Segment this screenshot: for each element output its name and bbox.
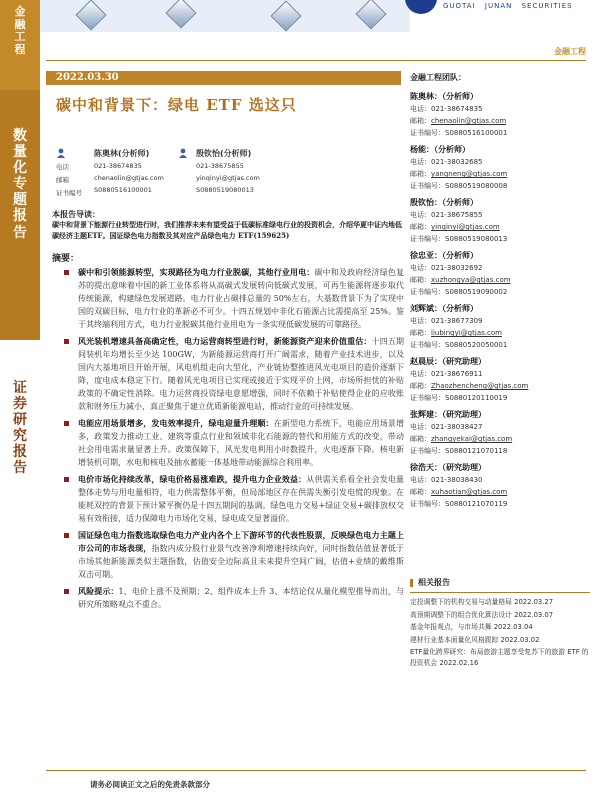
member-cert: 证书编号：S0880519080008 xyxy=(410,182,508,190)
decorative-diamond-icon xyxy=(165,0,196,29)
member-email-row xyxy=(410,168,590,180)
sidebar-char: 报 xyxy=(13,208,27,225)
member-email[interactable]: yangneng@gtjas.com xyxy=(431,170,508,178)
member-phone: 电话：021-38032685 xyxy=(410,158,483,166)
risk-warning xyxy=(52,585,404,611)
member-name: 徐忠亚：（分析师） xyxy=(410,251,478,260)
analyst-cert: S0880519080013 xyxy=(196,186,254,194)
member-email-row xyxy=(410,115,590,127)
sidebar-char: 券 xyxy=(13,396,27,413)
sidebar-char: 量 xyxy=(13,144,27,161)
footer-disclaimer: 请务必阅读正文之后的免责条款部分 xyxy=(90,780,210,789)
summary-bullets xyxy=(52,266,404,615)
team-panel xyxy=(410,72,590,515)
member-email-row xyxy=(410,274,590,286)
sidebar-char: 融 xyxy=(14,17,26,31)
team-member xyxy=(410,250,590,298)
summary-bullet xyxy=(52,529,404,581)
team-member xyxy=(410,91,590,139)
sidebar-char: 程 xyxy=(14,42,26,56)
related-report-link[interactable]: 建材行业基本面量化风格跟踪 2022.03.02 xyxy=(410,635,540,644)
analyst-email[interactable]: yinqinyi@gtjas.com xyxy=(196,174,260,182)
email-label: 邮箱： xyxy=(410,276,431,284)
sidebar-char: 研 xyxy=(13,412,27,429)
report-guide xyxy=(52,208,404,241)
sidebar-char: 报 xyxy=(13,444,27,461)
sidebar-char: 告 xyxy=(13,224,27,241)
member-name: 赵晨辰：（研究助理） xyxy=(410,357,486,366)
member-email[interactable]: zhangyekai@gtjas.com xyxy=(431,435,513,443)
member-email-row xyxy=(410,433,590,445)
analyst-block xyxy=(56,148,401,210)
sidebar-report-type-label xyxy=(0,128,40,241)
related-report-link[interactable]: 定投调整下的机构交易与动量格局 2022.03.27 xyxy=(410,598,554,606)
member-email-row xyxy=(410,327,590,339)
member-name: 徐浩天：（研究助理） xyxy=(410,463,486,472)
logo-wordmark xyxy=(443,2,579,10)
bullet-lead: 碳中和引领能源转型，实现路径为电力行业脱碳，其他行业用电： xyxy=(78,267,315,277)
summary-bullet xyxy=(52,335,404,413)
member-phone: 电话：021-38674835 xyxy=(410,105,483,113)
sidebar-char: 工 xyxy=(14,30,26,44)
member-name: 殷钦怡：（分析师） xyxy=(410,198,478,207)
related-reports xyxy=(410,577,590,670)
corner-category-label: 金融工程 xyxy=(554,46,586,56)
member-email-row xyxy=(410,221,590,233)
bullet-text: 从供需关系看全社会发电量整体走势与用电量相符，电力供需整体平衡，但局部地区存在供需失衡引发电慌的现象。在能耗双控的背景下预计紧平衡仍是十四五期间的基调。绿色电力交易+绿证交易+碳排放权交易有效衔接，适力保障电力市场化交易，绿电成交显著溢价。 xyxy=(78,475,405,523)
team-member xyxy=(410,197,590,245)
member-name: 陈奥林：（分析师） xyxy=(410,92,478,101)
sidebar-char: 数 xyxy=(13,128,27,144)
related-report-link[interactable]: 基金年报观点，与市场共舞 2022.03.04 xyxy=(410,623,533,631)
member-email[interactable]: Zhaozhencheng@gtjas.com xyxy=(431,382,529,390)
member-cert: 证书编号：S0880120110019 xyxy=(410,394,508,402)
member-email[interactable]: chenaolin@gtjas.com xyxy=(431,117,507,125)
related-list xyxy=(410,597,590,668)
report-date: 2022.03.30 xyxy=(46,71,401,85)
team-members xyxy=(410,91,590,510)
analyst-card xyxy=(94,148,164,198)
bullet-lead: 国证绿色电力指数选取绿色电力产业内各个上下游环节的代表性股票，反映绿色电力主题上市公司的市场表现， xyxy=(78,530,404,553)
bullet-text: 1、电价上涨不及预期；2、组件成本上升 3、本结论仅从量化模型推导而出，与研究所策略观点不重合。 xyxy=(78,587,405,609)
sidebar-char: 证 xyxy=(13,380,27,396)
company-logo xyxy=(405,0,600,16)
related-heading: 相关报告 xyxy=(410,577,590,588)
member-phone: 电话：021-38032692 xyxy=(410,264,483,272)
logo-word: GUOTAI xyxy=(443,2,476,10)
team-member xyxy=(410,303,590,351)
sidebar-category-label xyxy=(0,6,40,57)
member-name: 刘辉斌：（分析师） xyxy=(410,304,478,313)
member-cert: 证书编号：S0880516100001 xyxy=(410,129,508,137)
member-cert: 证书编号：S0880519080013 xyxy=(410,235,508,243)
analyst-name: 陈奥林(分析师) xyxy=(94,149,150,158)
footer-rule xyxy=(46,770,586,771)
sidebar-char: 告 xyxy=(13,460,27,477)
bullet-lead: 电价市场化持续改革，绿电价格易涨难跌，提升电力企业效益： xyxy=(78,474,307,484)
email-label: 邮箱 xyxy=(56,176,69,185)
email-label: 邮箱： xyxy=(410,488,431,496)
bullet-text: 十四五期间装机年均增长至少达 100GW，为新能源运营商打开广阔需求，随着产业技术进步，以及国内大基地项目开始开展，风电机组走向大型化，产业链协整推进风光电项目的造价逐渐下降，度电成本稳定下行。随着风光电项目已实现或接近于实现平价上网，市场所担忧的补贴政策的不确定性消除。电力运营商投资绿电意愿增强，同时不依赖于补贴使得企业的应收账款和财务压力减小，真正聚焦于建立优质新能源电站，推动行业的可持续发展。 xyxy=(78,337,405,411)
team-heading: 金融工程团队： xyxy=(410,73,466,82)
member-email-row xyxy=(410,380,590,392)
sidebar-char: 题 xyxy=(13,192,27,209)
email-label: 邮箱： xyxy=(410,117,431,125)
analyst-card xyxy=(196,148,260,198)
bullet-lead: 风光装机增速具备高确定性，电力运营商转型进行时，新能源资产迎来价值重估： xyxy=(78,336,372,346)
related-report-link[interactable]: ETF量化跨界研究：布局旅游主题享受复苏下的旅游 ETF 的投资机会 2022.02.16 xyxy=(410,648,589,667)
sidebar-char: 究 xyxy=(13,428,27,445)
logo-mark-icon xyxy=(405,0,437,14)
member-email-row xyxy=(410,486,590,498)
decorative-diamond-icon xyxy=(270,0,301,31)
member-phone: 电话：021-38675855 xyxy=(410,211,483,219)
email-label: 邮箱： xyxy=(410,382,431,390)
cert-label: 证书编号 xyxy=(56,189,82,198)
guide-body: 碳中和背景下能源行业转型进行时，我们推荐未来有望受益于低碳标准绿电行业的投资机会，介绍华夏中证内地低碳经济主题ETF。国证绿色电力指数及其对应产品绿色电力 ETF(159625) xyxy=(52,220,402,240)
member-cert: 证书编号：S0880121070118 xyxy=(410,447,508,455)
member-email[interactable]: yinqinyi@gtjas.com xyxy=(431,223,500,231)
left-sidebar xyxy=(0,0,40,800)
person-icon xyxy=(56,148,66,158)
header-rule xyxy=(46,60,586,61)
member-cert: 证书编号：S0880519090002 xyxy=(410,288,508,296)
analyst-cert: S0880516100001 xyxy=(94,186,152,194)
member-name: 杨能：（分析师） xyxy=(410,145,470,154)
team-member xyxy=(410,462,590,510)
logo-word: SECURITIES xyxy=(521,2,573,10)
decorative-diamond-icon xyxy=(75,0,106,31)
member-email[interactable]: liubingyi@gtjas.com xyxy=(431,329,502,337)
bullet-text: 在新型电力系统下，电能应用场景增多，政策发力推动工业、建筑等重点行业和领域非化石能源的替代和用能方式的改变，带动社会用电需求量显著上升。政策保障下，风光发电利用小时数提升，火电逐渐下降。核电新增装机可期，水电和核电及抽水蓄能一体基地带动能源综合利用率。 xyxy=(78,419,405,467)
report-title: 碳中和背景下：绿电 ETF 选这只 xyxy=(56,96,297,114)
summary-bullet xyxy=(52,266,404,331)
team-member xyxy=(410,144,590,192)
related-report-link[interactable]: 高预期调整下的组合优化算法设计 2022.03.07 xyxy=(410,610,554,619)
member-email[interactable]: xuzhongya@gtjas.com xyxy=(431,276,511,284)
analyst-email[interactable]: chenaolin@gtjas.com xyxy=(94,174,164,182)
bullet-text: 碳中和及政府经济绿色复苏的提出意味着中国的新工业体系将从高碳式发展转向低碳式发展，可再生能源将逐步取代传统能源，构建绿色发展道路。电力行业占碳排总量的 50%左右，大基数背景下为了实现中国的双碳目标，电力行业的革新必不可少。十四五规划中非化石能源占比需提高至 25%。鉴于其终端利用方式，电力行业脱碳其他行业用电为一条实现低碳发展的可靠路径。 xyxy=(78,268,405,329)
sidebar-char: 专 xyxy=(13,176,27,193)
analyst-phone: 021-38675855 xyxy=(196,162,244,170)
bullet-lead: 电能应用场景增多，发电效率提升，绿电迎量升理顺： xyxy=(78,418,274,428)
member-phone: 电话：021-38676911 xyxy=(410,370,483,378)
email-label: 邮箱： xyxy=(410,329,431,337)
email-label: 邮箱： xyxy=(410,435,431,443)
email-label: 邮箱： xyxy=(410,223,431,231)
related-rule xyxy=(410,592,590,593)
team-member xyxy=(410,356,590,404)
member-phone: 电话：021-38038430 xyxy=(410,476,483,484)
member-name: 张辉建：（研究助理） xyxy=(410,410,486,419)
member-cert: 证书编号：S0880520050001 xyxy=(410,341,508,349)
summary-heading: 摘要： xyxy=(52,254,80,264)
phone-label: 电话 xyxy=(56,163,69,171)
bullet-lead: 风险提示： xyxy=(78,586,119,596)
decorative-diamond-icon xyxy=(355,0,386,30)
logo-word: JUNAN xyxy=(484,2,513,10)
summary-bullet xyxy=(52,417,404,469)
guide-heading: 本报告导读： xyxy=(52,209,100,219)
analyst-field-labels xyxy=(56,162,82,202)
bullet-text: 指数内成分股行业景气改善净利增速持续向好，同时指数估值显著低于市场其他新能源类似主题指数，估值安全边际高且未来提升空间广阔，估值+业绩的戴维斯双击可期。 xyxy=(78,544,405,579)
header-banner xyxy=(40,0,410,32)
email-label: 邮箱： xyxy=(410,170,431,178)
member-phone: 电话：021-38038427 xyxy=(410,423,483,431)
sidebar-char: 金 xyxy=(14,5,26,18)
member-email[interactable]: xuhaotian@gtjas.com xyxy=(431,488,508,496)
sidebar-char: 化 xyxy=(13,160,27,177)
team-member xyxy=(410,409,590,457)
member-cert: 证书编号：S0880121070119 xyxy=(410,500,508,508)
person-icon xyxy=(178,148,188,158)
sidebar-securities-report-label xyxy=(0,380,40,477)
summary-bullet xyxy=(52,473,404,525)
member-phone: 电话：021-38677309 xyxy=(410,317,483,325)
analyst-phone: 021-38674835 xyxy=(94,162,142,170)
analyst-name: 殷钦怡(分析师) xyxy=(196,149,252,158)
